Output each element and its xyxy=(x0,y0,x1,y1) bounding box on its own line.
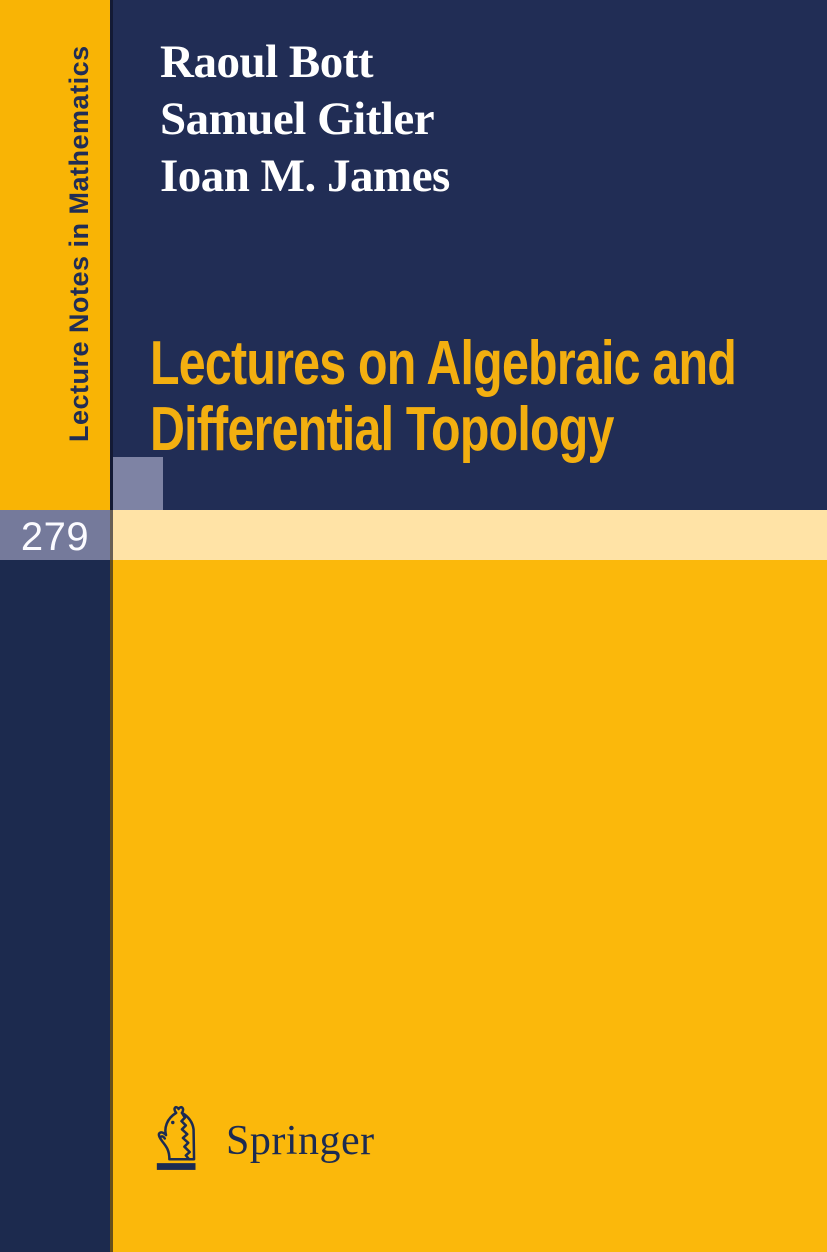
publisher-name: Springer xyxy=(226,1118,375,1164)
title-line-1: Lectures on Algebraic and xyxy=(150,329,737,398)
book-title xyxy=(150,331,736,463)
publisher-logo xyxy=(152,1104,375,1172)
accent-square xyxy=(113,457,163,510)
volume-badge xyxy=(0,510,110,560)
cream-band xyxy=(110,510,827,560)
author-name: Samuel Gitler xyxy=(160,93,435,145)
series-name-vertical: Lecture Notes in Mathematics xyxy=(64,45,94,442)
author-name: Ioan M. James xyxy=(160,150,450,202)
sidebar-navy-area xyxy=(0,560,110,1252)
divider-line xyxy=(110,0,113,1252)
volume-number: 279 xyxy=(20,514,90,559)
title-line-2: Differential Topology xyxy=(150,395,614,464)
springer-horse-icon xyxy=(152,1104,210,1172)
author-name: Raoul Bott xyxy=(160,36,374,88)
author-block xyxy=(160,34,450,205)
